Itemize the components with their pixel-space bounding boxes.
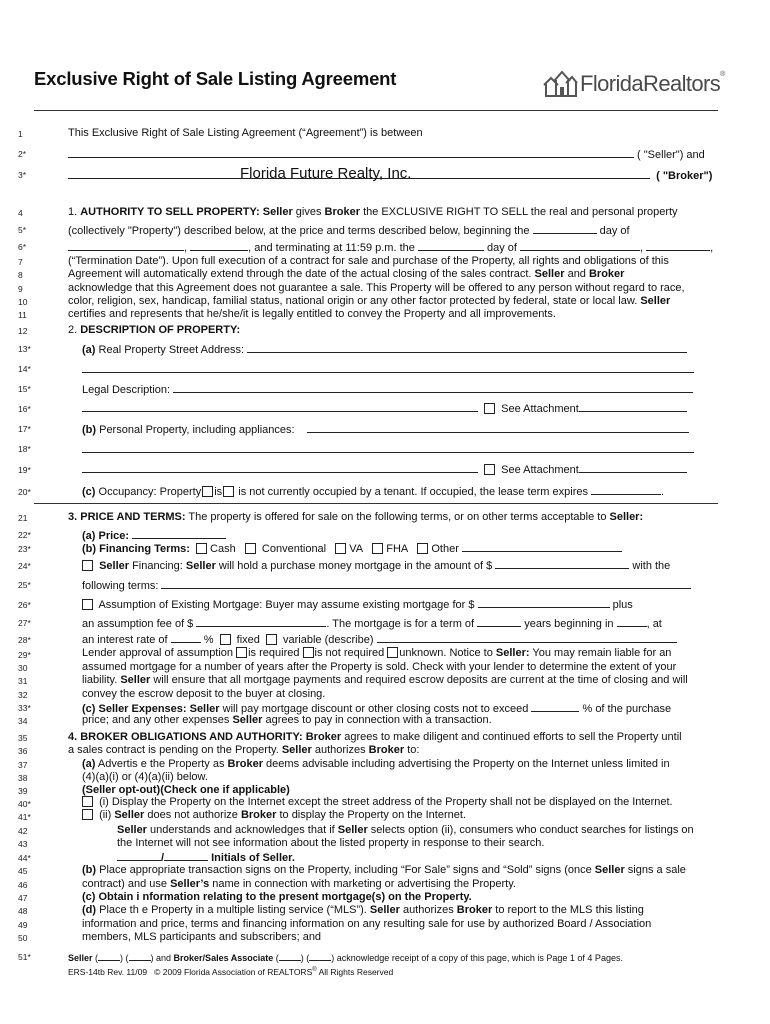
line-8: Agreement will automatically extend through the date of the actual closing of the sales contract. Seller and Broker bbox=[68, 268, 625, 280]
line-number: 20* bbox=[18, 487, 31, 497]
line-number: 17* bbox=[18, 424, 31, 434]
houses-icon bbox=[542, 69, 578, 99]
lease-expiry-field[interactable] bbox=[591, 484, 661, 495]
price-line: (a) Price: bbox=[82, 528, 716, 543]
begin-month-field[interactable] bbox=[68, 240, 184, 251]
personal-attachment-checkbox[interactable] bbox=[484, 464, 495, 475]
opt-out-option-ii: (ii) Seller does not authorize Broker to display the Property on the Internet. bbox=[82, 809, 716, 822]
line-number: 26* bbox=[18, 600, 31, 610]
line-47: (c) Obtain i nformation relating to the present mortgage(s) on the Property. bbox=[82, 891, 472, 903]
end-day-field[interactable] bbox=[418, 240, 484, 251]
legal-attachment-checkbox[interactable] bbox=[484, 403, 495, 414]
line-number: 6* bbox=[18, 242, 27, 252]
line-number: 3* bbox=[18, 170, 27, 180]
line-number: 4 bbox=[18, 208, 23, 218]
line-number: 36 bbox=[18, 746, 28, 756]
begin-year-field[interactable] bbox=[190, 240, 248, 251]
va-checkbox[interactable] bbox=[335, 543, 346, 554]
interest-rate-line: an interest rate of % fixed variable (describe) bbox=[82, 632, 716, 647]
line-number: 48 bbox=[18, 906, 28, 916]
seller-initial-field-2[interactable] bbox=[129, 950, 151, 961]
variable-rate-checkbox[interactable] bbox=[266, 634, 277, 645]
page-acknowledgement-line: Seller ( ) ( ) and Broker/Sales Associate ( ) ( ) acknowledge receipt of a copy of this page, which is Page 1 of 4 Pages. bbox=[68, 950, 716, 965]
line-number: 2* bbox=[18, 149, 27, 159]
end-month-field[interactable] bbox=[520, 240, 640, 251]
line-number: 22* bbox=[18, 530, 31, 540]
line-number: 45 bbox=[18, 866, 28, 876]
line-14 bbox=[82, 362, 716, 377]
legal-description-field-2[interactable] bbox=[82, 401, 478, 412]
line-number: 14* bbox=[18, 364, 31, 374]
other-financing-field[interactable] bbox=[462, 541, 622, 552]
conventional-checkbox[interactable] bbox=[245, 543, 256, 554]
assumption-amount-field[interactable] bbox=[478, 597, 610, 608]
line-45: (b) Place appropriate transaction signs on the Property, including “For Sale” signs and “Sold” signs (once Seller signs a sale bbox=[82, 864, 686, 876]
cash-checkbox[interactable] bbox=[196, 543, 207, 554]
approval-unknown-checkbox[interactable] bbox=[387, 647, 398, 658]
line-number: 5* bbox=[18, 225, 27, 235]
begin-day-field[interactable] bbox=[533, 223, 597, 234]
line-number: 40* bbox=[18, 799, 31, 809]
line-number: 16* bbox=[18, 404, 31, 414]
opt-out-i-checkbox[interactable] bbox=[82, 796, 93, 807]
section-2-heading: 2. DESCRIPTION OF PROPERTY: bbox=[68, 324, 241, 336]
line-number: 29* bbox=[18, 650, 31, 660]
line-number: 12 bbox=[18, 326, 28, 336]
line-number: 34 bbox=[18, 716, 28, 726]
line-48: (d) Place th e Property in a multiple listing service (“MLS”). Seller authorizes Broker to report to the MLS this listing bbox=[82, 904, 644, 916]
approval-required-checkbox[interactable] bbox=[236, 647, 247, 658]
seller-name-line: ( "Seller") and bbox=[68, 147, 716, 162]
fha-checkbox[interactable] bbox=[372, 543, 383, 554]
line-46: contract) and use Seller’s name in connection with marketing or advertising the Property. bbox=[82, 878, 516, 890]
line-36: a sales contract is pending on the Property. Seller authorizes Broker to: bbox=[68, 744, 420, 756]
attachment-line bbox=[579, 462, 687, 473]
line-number: 24* bbox=[18, 561, 31, 571]
broker-name-line: ( "Broker") bbox=[68, 168, 716, 183]
seller-initials-field-2[interactable] bbox=[164, 850, 208, 861]
line-number: 30 bbox=[18, 663, 28, 673]
line-number: 19* bbox=[18, 465, 31, 475]
seller-financing-line: Seller Financing: Seller will hold a purchase money mortgage in the amount of $ with the bbox=[82, 558, 716, 573]
form-footer: ERS-14tb Rev. 11/09 © 2009 Florida Association of REALTORS® All Rights Reserved bbox=[68, 967, 394, 977]
line-number: 1 bbox=[18, 129, 23, 139]
line-37: (a) Advertis e the Property as Broker deems advisable including advertising the Property on the Internet unless limited in bbox=[82, 758, 670, 770]
header-rule bbox=[34, 110, 718, 111]
following-terms-line: following terms: bbox=[82, 578, 716, 593]
seller-financing-checkbox[interactable] bbox=[82, 560, 93, 571]
line-number: 50 bbox=[18, 933, 28, 943]
line-number: 43 bbox=[18, 839, 28, 849]
broker-company-name: Florida Future Realty, Inc. bbox=[240, 165, 412, 182]
line-number: 49 bbox=[18, 920, 28, 930]
end-year-field[interactable] bbox=[646, 240, 710, 251]
lender-approval-line: Lender approval of assumption is required is not required unknown. Notice to Seller: You may remain liable for an bbox=[82, 647, 672, 659]
line-30: assumed mortgage for a number of years after the Property is sold. Check with your lender to determine the extent of your bbox=[82, 661, 677, 673]
opt-out-option-i: (i) Display the Property on the Internet except the street address of the Property shall not be displayed on the Internet. bbox=[82, 796, 716, 809]
line-number: 11 bbox=[18, 310, 27, 320]
line-1: This Exclusive Right of Sale Listing Agreement (“Agreement”) is between bbox=[68, 127, 423, 139]
line-number: 35 bbox=[18, 733, 28, 743]
page-title: Exclusive Right of Sale Listing Agreement bbox=[34, 68, 397, 89]
assumption-fee-line: an assumption fee of $ . The mortgage is for a term of years beginning in , at bbox=[82, 618, 662, 630]
price-field[interactable] bbox=[132, 528, 226, 539]
financing-terms-line: (b) Financing Terms: Cash Conventional VA FHA Other bbox=[82, 541, 716, 556]
assumption-checkbox[interactable] bbox=[82, 599, 93, 610]
line-4: 1. AUTHORITY TO SELL PROPERTY: Seller gives Broker the EXCLUSIVE RIGHT TO SELL the real and personal property bbox=[68, 206, 678, 218]
personal-property-line: (b) Personal Property, including appliances: bbox=[82, 422, 716, 437]
line-number: 32 bbox=[18, 690, 28, 700]
line-number: 25* bbox=[18, 580, 31, 590]
line-7: (“Termination Date”). Upon full execution of a contract for sale and purchase of the Property, all rights and obligations of this bbox=[68, 255, 669, 267]
line-31: liability. Seller will ensure that all mortgage payments and required escrow deposits are current at the time of closing and will bbox=[82, 674, 688, 686]
opt-out-heading: (Seller opt-out)(Check one if applicable) bbox=[82, 784, 290, 796]
attachment-line bbox=[579, 401, 687, 412]
street-address-line: (a) Real Property Street Address: bbox=[82, 342, 716, 357]
line-32: convey the escrow deposit to the buyer at closing. bbox=[82, 688, 326, 700]
line-number: 7 bbox=[18, 257, 23, 267]
section-divider bbox=[34, 503, 718, 504]
line-6: , , and terminating at 11:59 p.m. the day of , , bbox=[68, 240, 716, 255]
line-43: the Internet will not see information about the listed property in response to their search. bbox=[117, 837, 545, 849]
line-number: 37 bbox=[18, 760, 28, 770]
line-number: 46 bbox=[18, 880, 28, 890]
personal-property-field[interactable] bbox=[307, 422, 689, 433]
line-number: 23* bbox=[18, 544, 31, 554]
other-checkbox[interactable] bbox=[417, 543, 428, 554]
opt-out-ii-checkbox[interactable] bbox=[82, 809, 93, 820]
occupancy-is-not-checkbox[interactable] bbox=[223, 486, 234, 497]
line-5: (collectively "Property") described below, at the price and terms described below, beginning the day of bbox=[68, 225, 630, 237]
section-4-heading: 4. BROKER OBLIGATIONS AND AUTHORITY: Broker agrees to make diligent and continued efforts to sell the Property until bbox=[68, 731, 682, 743]
seller-financing-amount-field[interactable] bbox=[495, 558, 629, 569]
line-number: 39 bbox=[18, 786, 28, 796]
florida-realtors-logo bbox=[542, 67, 725, 101]
occupancy-is-checkbox[interactable] bbox=[202, 486, 213, 497]
line-number: 9 bbox=[18, 284, 23, 294]
line-number: 28* bbox=[18, 635, 31, 645]
line-number: 47 bbox=[18, 893, 28, 903]
street-address-field-2[interactable] bbox=[82, 362, 694, 373]
seller-initials-field-1[interactable] bbox=[117, 850, 161, 861]
approval-not-required-checkbox[interactable] bbox=[303, 647, 314, 658]
line-number: 10 bbox=[18, 297, 28, 307]
line-49: information and price, terms and financing information on any resulting sale for use by authorized Board / Association bbox=[82, 918, 652, 930]
broker-initial-field-2[interactable] bbox=[309, 950, 331, 961]
mortgage-begin-field[interactable] bbox=[617, 616, 647, 627]
line-16: See Attachment bbox=[82, 401, 716, 416]
seller-expense-percent-field[interactable] bbox=[531, 701, 579, 712]
line-9: acknowledge that this Agreement does not guarantee a sale. This Property will be offered to any person without regard to race, bbox=[68, 282, 685, 294]
line-42: Seller understands and acknowledges that if Seller selects option (ii), consumers who conduct searches for listings on bbox=[117, 824, 694, 836]
line-number: 42 bbox=[18, 826, 28, 836]
line-number: 13* bbox=[18, 344, 31, 354]
assumption-fee-field[interactable] bbox=[196, 616, 326, 627]
line-number: 15* bbox=[18, 384, 31, 394]
line-50: members, MLS participants and subscribers; and bbox=[82, 931, 322, 943]
line-number: 18* bbox=[18, 444, 31, 454]
personal-property-field-3[interactable] bbox=[82, 462, 478, 473]
personal-property-field-2[interactable] bbox=[82, 442, 694, 453]
line-number: 38 bbox=[18, 773, 28, 783]
line-number: 27* bbox=[18, 618, 31, 628]
line-34: price; and any other expenses Seller agrees to pay in connection with a transaction. bbox=[82, 714, 492, 726]
seller-expenses-line: (c) Seller Expenses: Seller will pay mortgage discount or other closing costs not to exceed % of the purchase bbox=[82, 703, 672, 715]
street-address-field[interactable] bbox=[247, 342, 687, 353]
line-18 bbox=[82, 442, 716, 457]
line-number: 51* bbox=[18, 952, 31, 962]
assumption-line: Assumption of Existing Mortgage: Buyer may assume existing mortgage for $ plus bbox=[82, 597, 716, 612]
broker-initial-field-1[interactable] bbox=[279, 950, 301, 961]
logo-wordmark: FloridaRealtors® bbox=[580, 71, 725, 96]
line-number: 31 bbox=[18, 676, 28, 686]
line-number: 44* bbox=[18, 853, 31, 863]
line-number: 33* bbox=[18, 703, 31, 713]
line-19: See Attachment bbox=[82, 462, 716, 477]
line-number: 41* bbox=[18, 812, 31, 822]
mortgage-term-field[interactable] bbox=[477, 616, 521, 627]
legal-description-line: Legal Description: bbox=[82, 382, 716, 397]
following-terms-field[interactable] bbox=[161, 578, 691, 589]
interest-rate-field[interactable] bbox=[171, 632, 201, 643]
variable-rate-description-field[interactable] bbox=[377, 632, 677, 643]
line-number: 8 bbox=[18, 270, 23, 280]
line-38: (4)(a)(i) or (4)(a)(ii) below. bbox=[82, 771, 208, 783]
section-3-heading: 3. PRICE AND TERMS: The property is offered for sale on the following terms, or on other terms acceptable to Seller: bbox=[68, 511, 644, 523]
line-11: certifies and represents that he/she/it is legally entitled to convey the Property and all improvements. bbox=[68, 308, 556, 320]
legal-description-field[interactable] bbox=[173, 382, 693, 393]
line-10: color, religion, sex, handicap, familial status, national origin or any other factor protected by federal, state or local law. Seller bbox=[68, 295, 671, 307]
seller-initials-line: / Initials of Seller. bbox=[117, 850, 716, 865]
seller-initial-field-1[interactable] bbox=[98, 950, 120, 961]
line-number: 21 bbox=[18, 513, 28, 523]
occupancy-line: (c) Occupancy: Property is is not currently occupied by a tenant. If occupied, the lease term expires . bbox=[82, 486, 665, 498]
seller-name-field[interactable] bbox=[68, 147, 634, 158]
fixed-rate-checkbox[interactable] bbox=[220, 634, 231, 645]
